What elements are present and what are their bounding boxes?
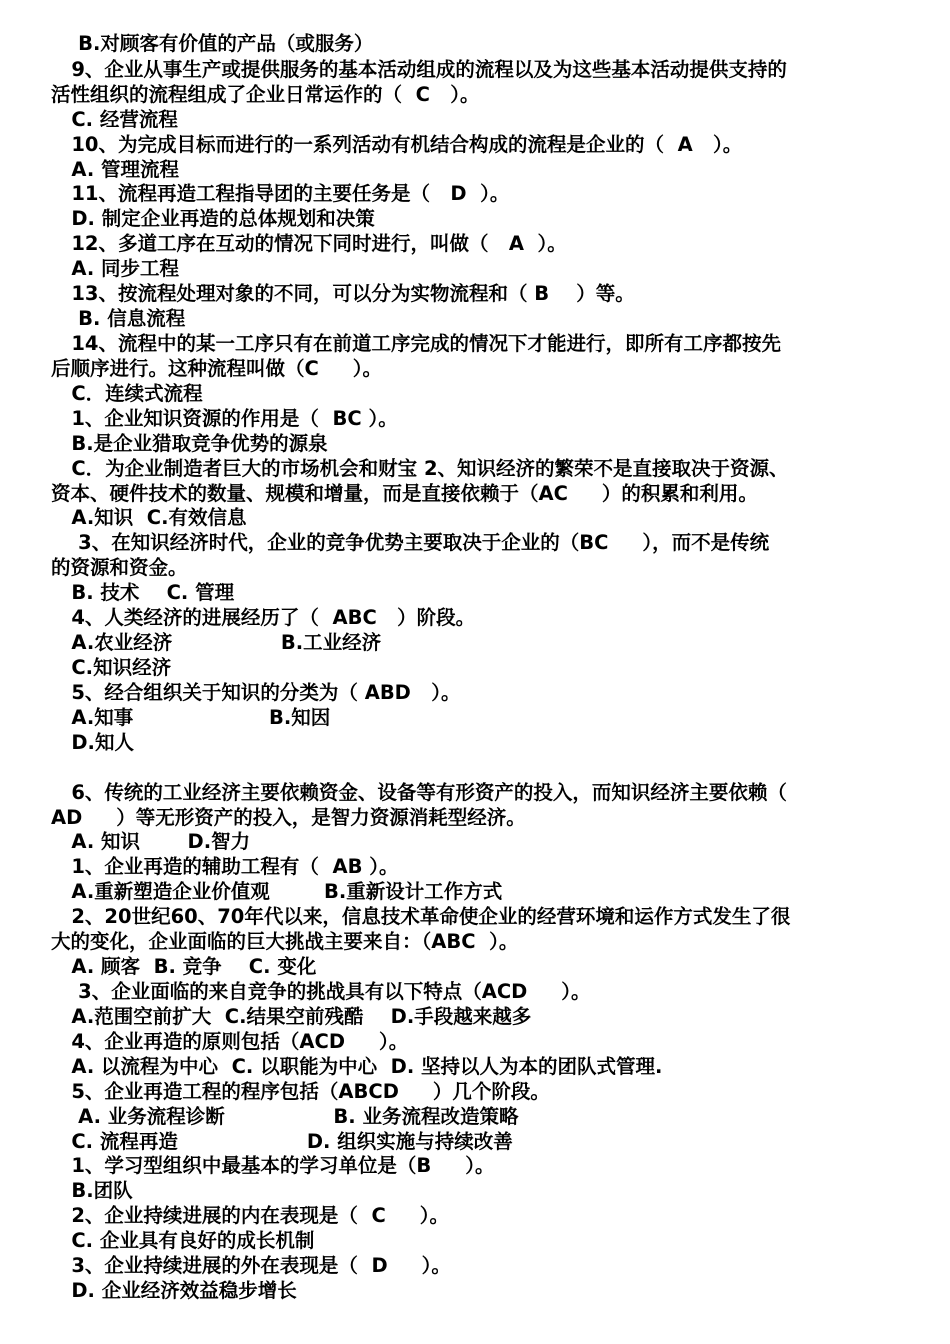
text-line: A. 以流程为中心 C. 以职能为中心 D. 坚持以人为本的团队式管理. (51, 1055, 663, 1078)
text-line: 5、企业再造工程的程序包括（ABCD ）几个阶段。 (51, 1080, 550, 1103)
text-line: A.农业经济 B.工业经济 (51, 631, 382, 654)
text-line: C.知识经济 (51, 656, 172, 679)
text-line: A.知事 B.知因 (51, 706, 331, 729)
text-line: C．连续式流程 (51, 382, 203, 405)
text-line: A.重新塑造企业价值观 B.重新设计工作方式 (51, 880, 503, 903)
text-line: 9、企业从事生产或提供服务的基本活动组成的流程以及为这些基本活动提供支持的 (51, 58, 787, 81)
text-line: 10、为完成目标而进行的一系列活动有机结合构成的流程是企业的（ A ）。 (51, 133, 743, 156)
text-line: 5、经合组织关于知识的分类为（ ABD ）。 (51, 681, 461, 704)
text-line: A. 同步工程 (51, 257, 180, 280)
text-line: 2、企业持续进展的内在表现是（ C ）。 (51, 1204, 450, 1227)
text-line: 1、学习型组织中最基本的学习单位是（B ）。 (51, 1154, 495, 1177)
text-line: A. 顾客 B. 竞争 C. 变化 (51, 955, 317, 978)
text-line: B.是企业猎取竞争优势的源泉 (51, 432, 328, 455)
text-line: 13、按流程处理对象的不同，可以分为实物流程和（ B ）等。 (51, 282, 635, 305)
text-line: 6、传统的工业经济主要依赖资金、设备等有形资产的投入，而知识经济主要依赖（ (51, 781, 787, 804)
text-line: 4、人类经济的进展经历了（ ABC ）阶段。 (51, 606, 476, 629)
text-line: 资本、硬件技术的数量、规模和增量，而是直接依赖于（AC ）的积累和利用。 (51, 482, 758, 505)
text-line: 2、20世纪60、70年代以来，信息技术革命使企业的经营环境和运作方式发生了很 (51, 905, 791, 928)
text-line: A.知识 C.有效信息 (51, 506, 247, 529)
text-line: 的资源和资金。 (51, 556, 188, 579)
text-line (51, 755, 902, 780)
text-line: D. 企业经济效益稳步增长 (51, 1279, 297, 1302)
text-line: 大的变化，企业面临的巨大挑战主要来自：（ABC ）。 (51, 930, 519, 953)
text-line: 后顺序进行。这种流程叫做（C ）。 (51, 357, 383, 380)
text-line: 4、企业再造的原则包括（ACD ）。 (51, 1030, 409, 1053)
text-line: B. 信息流程 (51, 307, 186, 330)
text-line: C. 流程再造 D. 组织实施与持续改善 (51, 1130, 513, 1153)
text-line: 活性组织的流程组成了企业日常运作的（ C ）。 (51, 83, 480, 106)
text-line: A.范围空前扩大 C.结果空前残酷 D.手段越来越多 (51, 1005, 532, 1028)
text-line: C. 经营流程 (51, 108, 178, 131)
text-line: 1、企业知识资源的作用是（ BC ）。 (51, 407, 398, 430)
text-line: C．为企业制造者巨大的市场机会和财宝 2、知识经济的繁荣不是直接取决于资源、 (51, 457, 789, 480)
text-line: 3、在知识经济时代，企业的竞争优势主要取决于企业的（BC ），而不是传统 (51, 531, 770, 554)
text-line: 12、多道工序在互动的情况下同时进行，叫做（ A ）。 (51, 232, 567, 255)
text-line: 14、流程中的某一工序只有在前道工序完成的情况下才能进行，即所有工序都按先 (51, 332, 782, 355)
text-line: 11、流程再造工程指导团的主要任务是（ D ）。 (51, 182, 510, 205)
text-line: D.知人 (51, 731, 134, 754)
text-line: C. 企业具有良好的成长机制 (51, 1229, 315, 1252)
text-line: B.团队 (51, 1179, 133, 1202)
text-line: AD ）等无形资产的投入，是智力资源消耗型经济。 (51, 806, 526, 829)
text-line: B. 技术 C. 管理 (51, 581, 235, 604)
text-line: 1、企业再造的辅助工程有（ AB ）。 (51, 855, 399, 878)
text-line: 3、企业持续进展的外在表现是（ D ）。 (51, 1254, 451, 1277)
text-line: 3、企业面临的来自竞争的挑战具有以下特点（ACD ）。 (51, 980, 591, 1003)
text-line: A. 知识 D.智力 (51, 830, 251, 853)
text-line: A. 管理流程 (51, 158, 180, 181)
text-line: A. 业务流程诊断 B. 业务流程改造策略 (51, 1105, 519, 1128)
text-line: B.对顾客有价值的产品（或服务） (51, 32, 374, 55)
text-line: D. 制定企业再造的总体规划和决策 (51, 207, 375, 230)
